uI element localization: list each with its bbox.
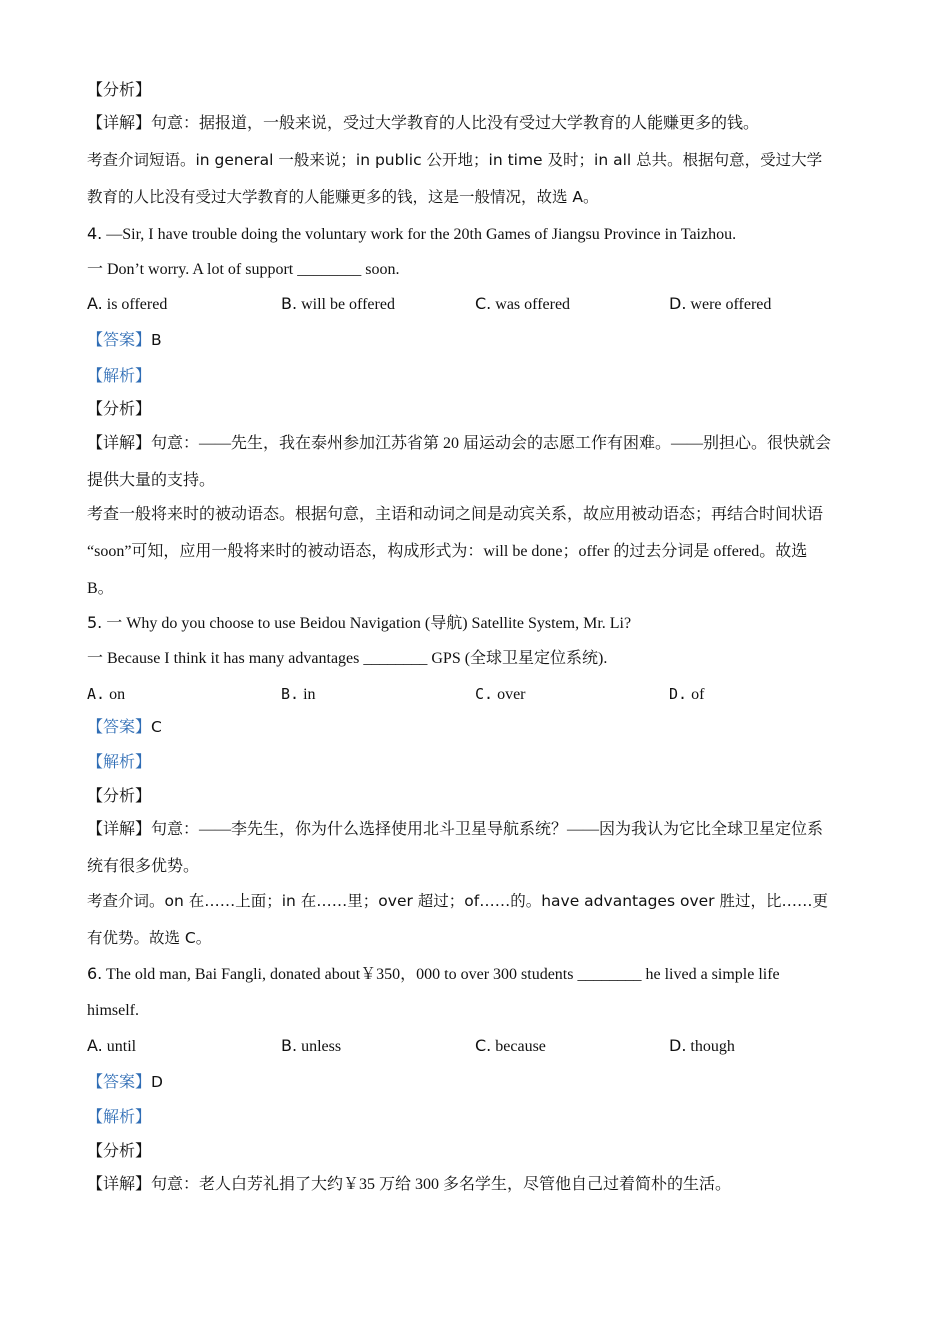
q4-jiexi-label: 【解析】 xyxy=(87,368,152,385)
q6-stem-text: The old man, Bai Fangli, donated about￥350，000 to over 300 students ________ he lived a simple life xyxy=(105,966,780,983)
q4-explain-line-2: “soon”可知，应用一般将来时的被动语态，构成形式为：will be done；offer 的过去分词是 offered。故选 xyxy=(87,543,808,560)
q5-analysis-label: 【分析】 xyxy=(87,788,152,805)
q5-explain-line-2: 有优势。故选 C。 xyxy=(87,929,212,947)
q4-explain-line-1: 考查一般将来时的被动语态。根据句意，主语和动词之间是动宾关系，故应用被动语态；再结合时间状语 xyxy=(87,506,824,523)
q4-option-b: B. will be offered xyxy=(281,294,395,313)
q4-answer-label: 【答案】 xyxy=(87,332,152,349)
q5-explain-line-1: 考查介词。on 在……上面；in 在……里；over 超过；of……的。have advantages over 胜过，比……更 xyxy=(87,892,828,910)
q5-answer-label: 【答案】 xyxy=(87,719,152,736)
q3-analysis-label: 【分析】 xyxy=(87,82,152,99)
q5-option-b: B. in xyxy=(281,685,316,703)
q4-stem-text: —Sir, I have trouble doing the voluntary work for the 20th Games of Jiangsu Province in Taizhou. xyxy=(106,226,737,243)
q4-number: 4. xyxy=(87,224,103,243)
q5-stem-text: 一 Why do you choose to use Beidou Navigation (导航) Satellite System, Mr. Li? xyxy=(106,615,632,632)
q6-detail-line-1: 【详解】句意：老人白芳礼捐了大约￥35 万给 300 多名学生，尽管他自己过着简朴的生活。 xyxy=(87,1176,732,1193)
q6-option-a: A. until xyxy=(87,1036,137,1055)
q6-answer xyxy=(87,1071,163,1094)
q5-option-d: D. of xyxy=(669,685,705,703)
q4-analysis-label: 【分析】 xyxy=(87,401,152,418)
q5-answer-value: C xyxy=(151,718,162,736)
q3-explain-line-1: 考查介词短语。in general 一般来说；in public 公开地；in time 及时；in all 总共。根据句意，受过大学 xyxy=(87,151,823,169)
q6-stem-line-2: himself. xyxy=(87,1002,139,1019)
q6-option-c: C. because xyxy=(475,1036,546,1055)
q5-reply: 一 Because I think it has many advantages ________ GPS (全球卫星定位系统). xyxy=(87,650,608,667)
q5-stem xyxy=(87,612,631,635)
q6-answer-label: 【答案】 xyxy=(87,1074,152,1091)
q5-jiexi-label: 【解析】 xyxy=(87,754,152,771)
q5-option-c: C. over xyxy=(475,685,526,703)
q6-stem xyxy=(87,963,780,986)
q5-number: 5. xyxy=(87,613,103,632)
q4-answer xyxy=(87,329,162,352)
q4-stem xyxy=(87,223,736,246)
q6-option-d: D. though xyxy=(669,1036,735,1055)
q5-option-a: A. on xyxy=(87,685,126,703)
q6-answer-value: D xyxy=(151,1073,163,1091)
q6-jiexi-label: 【解析】 xyxy=(87,1109,152,1126)
q3-explain-line-2: 教育的人比没有受过大学教育的人能赚更多的钱，这是一般情况，故选 A。 xyxy=(87,188,599,206)
q4-reply: 一 Don’t worry. A lot of support ________ soon. xyxy=(87,261,400,278)
q6-option-b: B. unless xyxy=(281,1036,342,1055)
q4-option-a: A. is offered xyxy=(87,294,168,313)
q4-detail-line-1: 【详解】句意：——先生，我在泰州参加江苏省第 20 届运动会的志愿工作有困难。——别担心。很快就会 xyxy=(87,435,832,452)
q6-number: 6. xyxy=(87,964,103,983)
q3-detail: 【详解】句意：据报道，一般来说，受过大学教育的人比没有受过大学教育的人能赚更多的钱。 xyxy=(87,115,760,132)
q4-explain-line-3: B。 xyxy=(87,580,114,597)
q6-analysis-label: 【分析】 xyxy=(87,1143,152,1160)
q4-answer-value: B xyxy=(151,331,162,349)
q5-detail-line-1: 【详解】句意：——李先生，你为什么选择使用北斗卫星导航系统？——因为我认为它比全球卫星定位系 xyxy=(87,821,824,838)
q4-option-d: D. were offered xyxy=(669,294,772,313)
q5-detail-line-2: 统有很多优势。 xyxy=(87,858,200,875)
q4-option-c: C. was offered xyxy=(475,294,571,313)
q4-detail-line-2: 提供大量的支持。 xyxy=(87,472,216,489)
q5-answer xyxy=(87,716,162,739)
